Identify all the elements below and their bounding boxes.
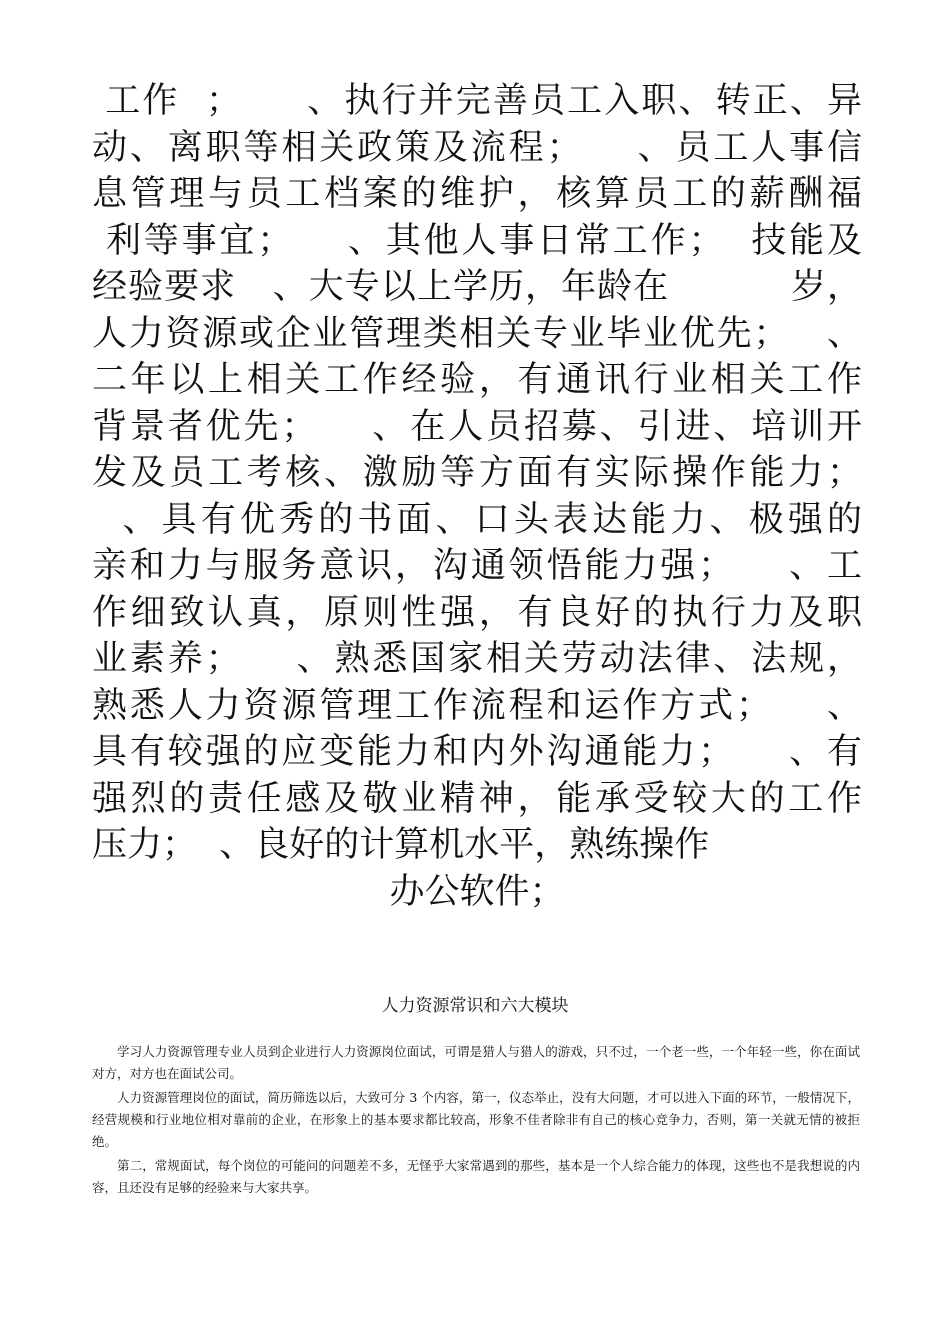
text-line: 亲和力与服务意识，沟通领悟能力强； 、工 (92, 546, 862, 586)
text-line: 利等事宜； 、其他人事日常工作； 技能及 (92, 220, 862, 261)
text-line: 、具有优秀的书面、口头表达能力、极强的 (92, 499, 862, 540)
text-line: 息管理与员工档案的维护，核算员工的薪酬福 (92, 174, 862, 214)
text-line: 人力资源或企业管理类相关专业毕业优先； 、 (92, 313, 862, 354)
section-title: 人力资源常识和六大模块 (381, 996, 569, 1016)
job-requirements-text (92, 78, 862, 915)
text-line: 工作 ； 、执行并完善员工入职、转正、异 (92, 81, 862, 121)
text-line: 熟悉人力资源管理工作流程和运作方式； 、 (92, 685, 862, 726)
paragraph: 第二，常规面试，每个岗位的可能问的问题差不多，无怪乎大家常遇到的那些，基本是一个人综合能力的体现，这些也不是我想说的内容，且还没有足够的经验来与大家共享。 (92, 1158, 860, 1195)
paragraph: 人力资源管理岗位的面试，简历筛选以后，大致可分 3 个内容，第一，仪态举止，没有大问题，才可以进入下面的环节，一般情况下，经营规模和行业地位相对靠前的企业，在形象上的基本要求都比较高，形象不佳者除非有自己的核心竞争力，否则，第一关就无情的被拒绝。 (92, 1090, 860, 1149)
text-line: 业素养； 、熟悉国家相关劳动法律、法规， (92, 639, 862, 679)
text-line: 发及员工考核、激励等方面有实际操作能力； (92, 453, 862, 493)
text-line: 二年以上相关工作经验，有通讯行业相关工作 (92, 360, 862, 400)
text-line: 作细致认真，原则性强，有良好的执行力及职 (92, 592, 862, 633)
text-line: 强烈的责任感及敬业精神，能承受较大的工作 (92, 778, 862, 819)
paragraph: 学习人力资源管理专业人员到企业进行人力资源岗位面试，可谓是猎人与猎人的游戏，只不过，一个老一些，一个年轻一些，你在面试对方，对方也在面试公司。 (92, 1044, 860, 1081)
text-line: 具有较强的应变能力和内外沟通能力； 、有 (92, 732, 862, 772)
text-line: 背景者优先； 、在人员招募、引进、培训开 (92, 406, 862, 447)
text-line: 压力； 、良好的计算机水平，熟练操作 (92, 825, 710, 865)
text-line: 经验要求 、大专以上学历，年龄在 岁， (92, 267, 862, 307)
text-line: 动、离职等相关政策及流程； 、员工人事信 (92, 127, 862, 168)
article-body (92, 1041, 860, 1201)
text-line-last: 办公软件； (389, 871, 565, 912)
